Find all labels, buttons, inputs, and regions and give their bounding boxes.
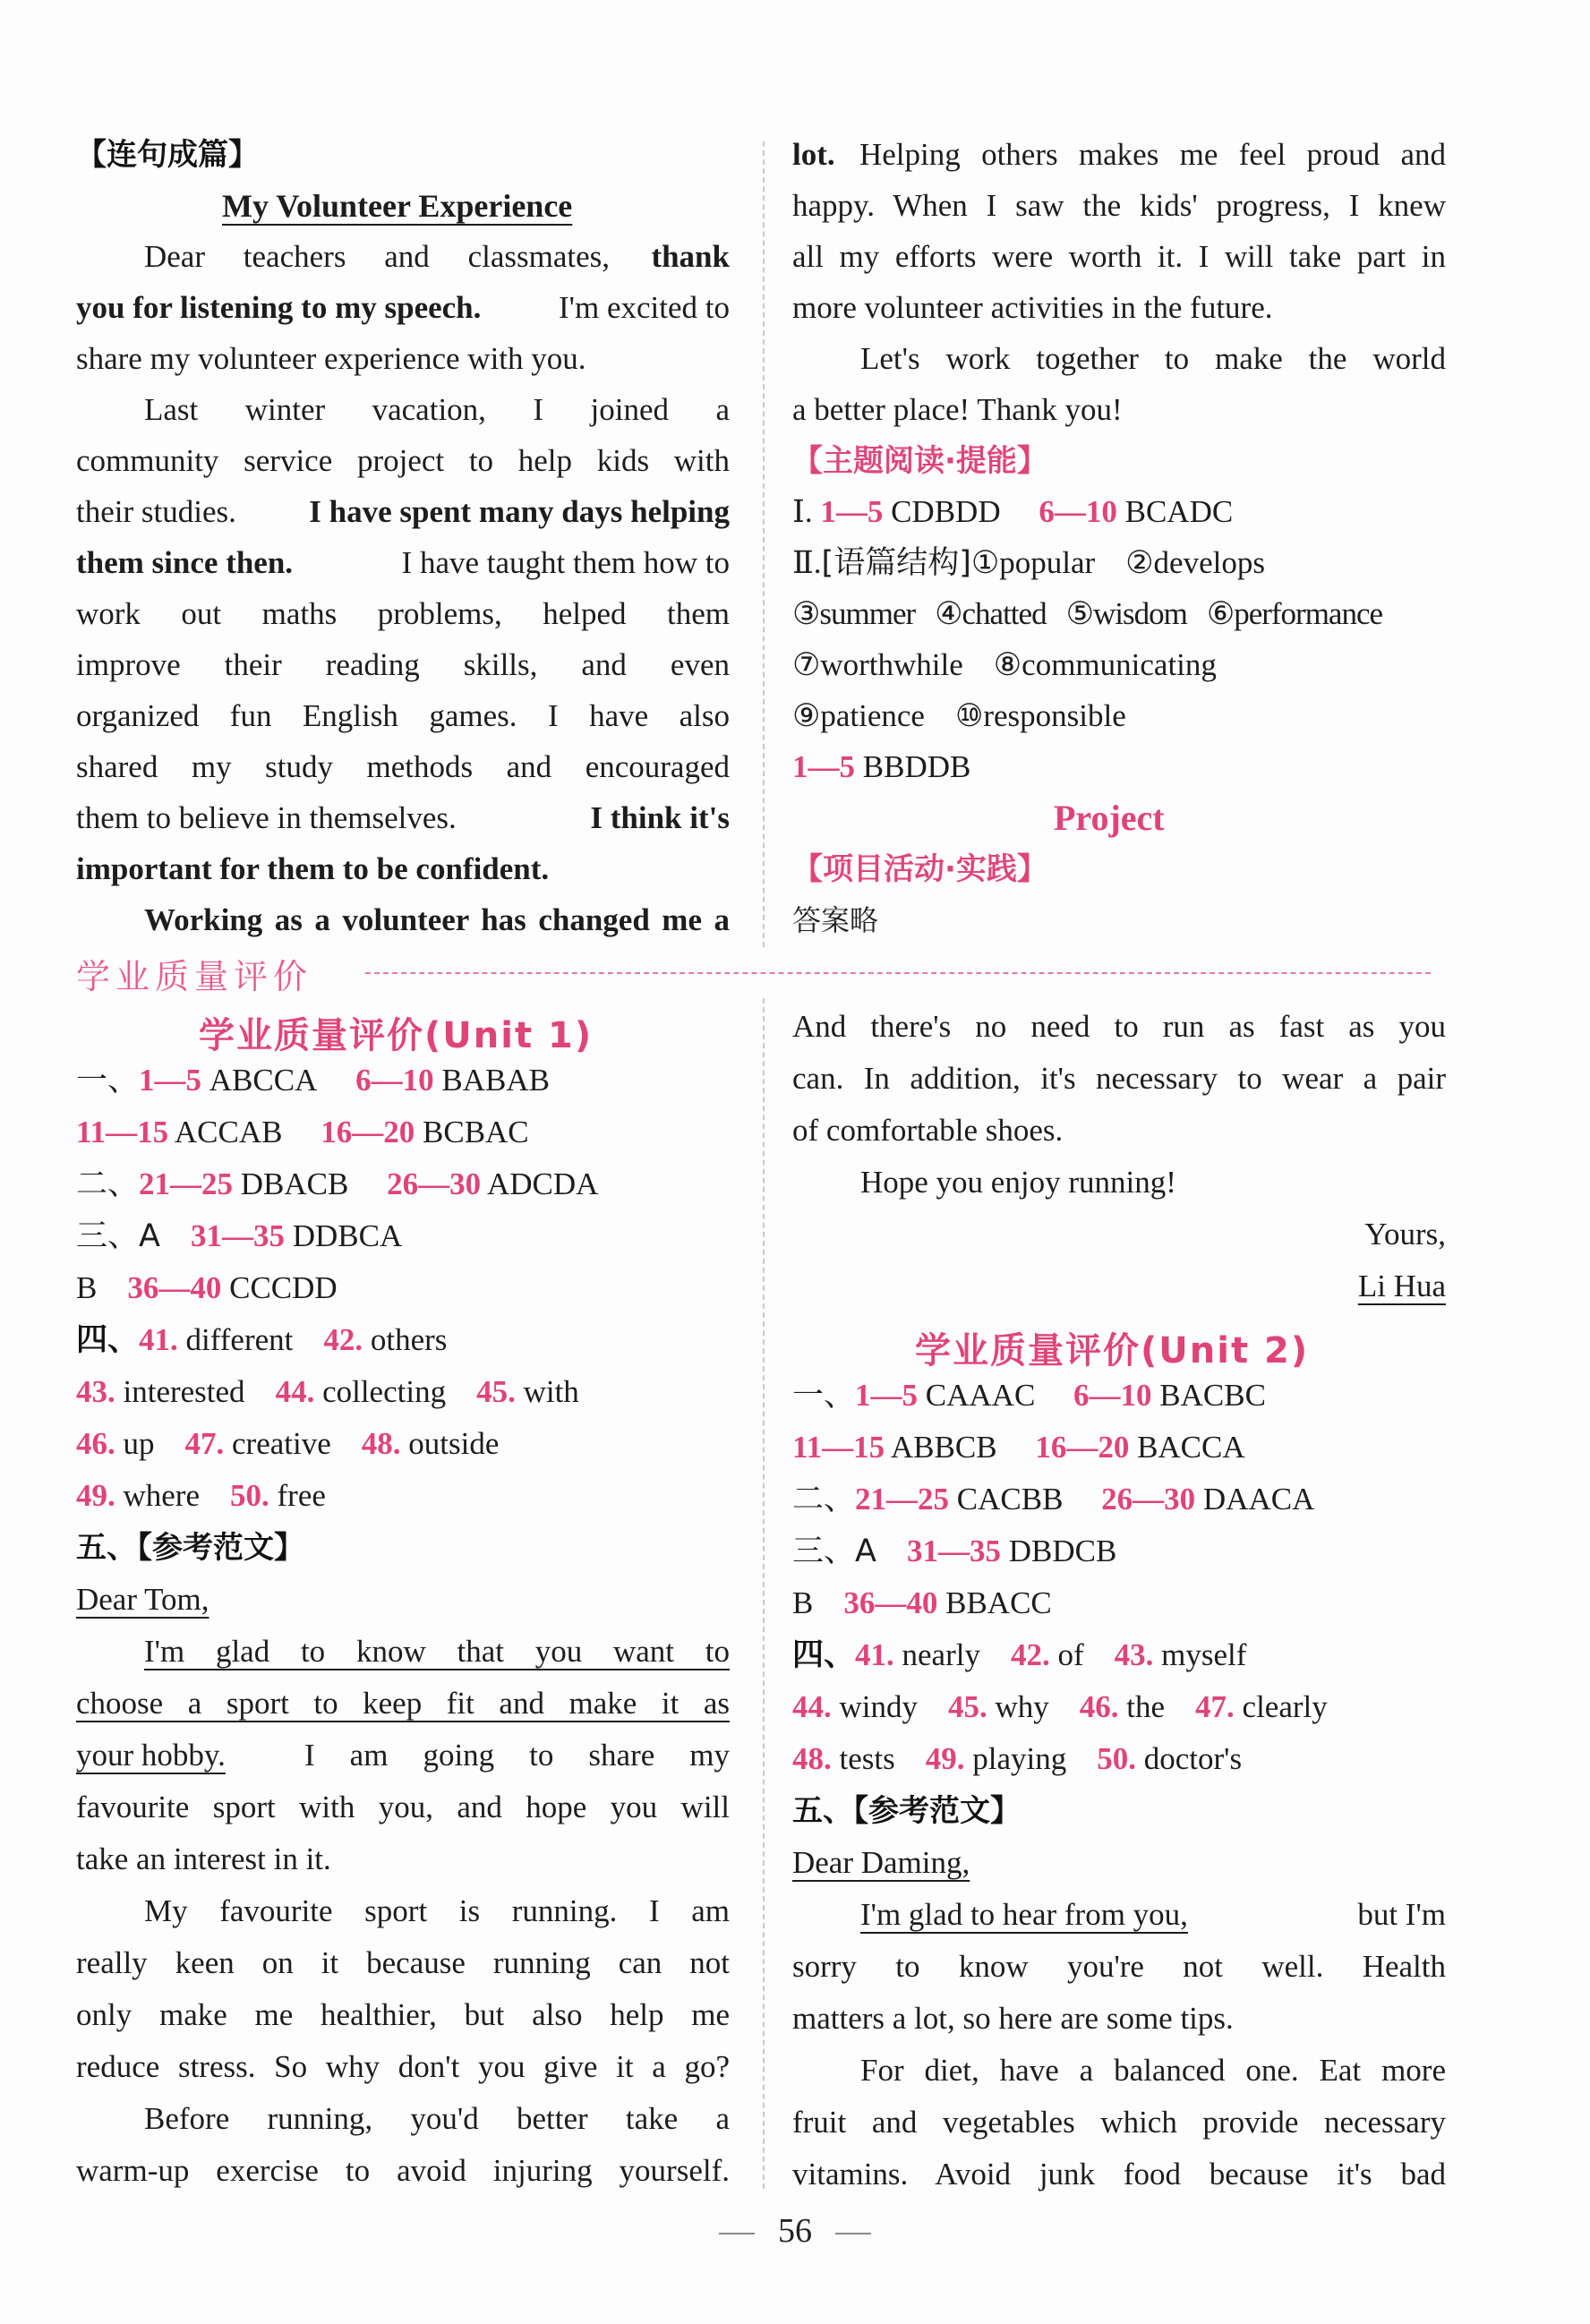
question-range: 6—10 [355,1063,434,1098]
question-range: 16—20 [321,1115,415,1149]
answer-row [76,1115,529,1150]
answer-word: ④chatted [935,596,1047,631]
footer-rule [719,2233,755,2234]
answer-letters: CDBDD [891,494,1001,529]
question-range: 36—40 [843,1585,938,1620]
top-right-column [792,134,1446,940]
answer-row [792,1430,1245,1465]
essay-line: Let's work together to make the world [860,341,1446,376]
answer-letters: DAACA [1202,1482,1315,1517]
answer-row [792,1741,1242,1777]
answer-row [792,1689,1328,1725]
answer-word: ⑤wisdom [1065,596,1187,631]
answer-word: ⑩responsible [954,698,1126,733]
answer-word: windy [839,1689,918,1724]
answer-letters: ABCCA [209,1063,318,1098]
question-number: 43. [1114,1637,1154,1672]
question-range: 6—10 [1039,494,1117,529]
answer-word: creative [232,1426,331,1461]
bold-span: I have spent many days helping [309,494,730,529]
essay-line [76,545,730,581]
question-number: 50. [230,1478,269,1513]
essay-line: important for them to be confident. [76,851,550,886]
answer-letters: BCBAC [423,1115,529,1149]
answer-word: playing [972,1741,1067,1776]
essay-line: a better place! Thank you! [792,392,1123,427]
answer-letters: BABAB [441,1063,550,1098]
question-range: 36—40 [127,1270,222,1305]
essay-line: choose a sport to keep fit and make it as [76,1686,730,1721]
question-number: 45. [476,1374,516,1409]
part-label: 四、 [792,1637,856,1673]
question-number: 50. [1097,1741,1136,1776]
text-span: Dear teachers and classmates, [144,239,610,274]
essay-line [76,800,730,836]
part-label: 三、A [76,1218,160,1254]
text-span: I'm excited to [559,290,730,325]
question-range: 21—25 [139,1166,234,1201]
part-label: 三、A [792,1534,876,1569]
answer-word: outside [408,1426,500,1461]
question-number: 49. [925,1741,965,1776]
answer-letters: BCADC [1124,494,1234,529]
answer-row [76,1426,499,1462]
essay-line: vitamins. Avoid junk food because it's bad [792,2157,1446,2192]
essay-line: Before running, you'd better take a [144,2101,730,2136]
column-divider-bottom [763,998,765,2189]
text-span: but I'm [1357,1897,1446,1932]
essay-line: all my efforts were worth it. I will take part in [792,239,1446,274]
answer-word: nearly [902,1637,980,1672]
essay-line: My favourite sport is running. I am [144,1893,730,1928]
answer-letters: CACBB [956,1482,1064,1517]
answer-row [792,647,1217,683]
question-number: 45. [948,1689,987,1724]
essay-line: more volunteer activities in the future. [792,290,1273,325]
answer-word: the [1126,1689,1166,1724]
project-title: Project [1054,798,1165,838]
answer-row [76,1270,338,1306]
answer-letters: BBACC [945,1585,1052,1620]
part-label: B [76,1270,98,1305]
question-range: 11—15 [76,1115,169,1149]
answer-word: with [523,1374,579,1409]
essay-line: fruit and vegetables which provide necessary [792,2105,1446,2140]
question-number: 49. [76,1478,115,1513]
answer-row [76,1166,598,1202]
answer-word: where [123,1478,201,1513]
bold-span: I think it's [590,800,730,835]
question-range: 6—10 [1073,1378,1152,1413]
answer-word: myself [1161,1637,1247,1672]
question-range: 16—20 [1035,1430,1130,1465]
part-label: 一、 [792,1378,856,1414]
unit2-column [792,998,1446,2198]
question-number: 44. [275,1374,315,1409]
essay-title: My Volunteer Experience [222,188,573,224]
answer-letters: ACCAB [174,1115,283,1149]
answer-row [76,1063,550,1098]
question-number: 41. [139,1322,178,1357]
roman-label: Ⅱ. [792,545,822,580]
bold-span: you for listening to my speech. [76,290,482,325]
question-range: 31—35 [190,1218,285,1253]
part-label: 一、 [76,1063,140,1098]
essay-signature: Li Hua [1357,1269,1446,1303]
essay-line: improve their reading skills, and even [76,647,730,682]
answer-word: up [123,1426,155,1461]
text-span: Helping others makes me feel proud and [859,137,1446,172]
answer-letters: DDBCA [292,1218,403,1253]
text-span: I am going to share my [304,1738,730,1773]
part-label: 四、 [76,1322,140,1358]
essay-line: share my volunteer experience with you. [76,341,586,376]
essay-greeting: Dear Daming, [792,1845,970,1880]
answer-row [792,1637,1246,1673]
essay-line: organized fun English games. I have also [76,698,730,733]
answer-row [76,1218,402,1254]
essay-line [76,1738,730,1773]
section-heading-sentences: 【连句成篇】 [76,137,259,173]
project-answer: 答案略 [792,903,879,937]
bold-span: lot. [792,137,835,172]
structure-tag: [语篇结构] [821,545,971,581]
section-heading-reading: 【主题阅读·提能】 [792,443,1047,479]
question-number: 48. [361,1426,401,1461]
part-label: 二、 [76,1166,140,1202]
answer-word: others [370,1322,448,1357]
essay-line [76,494,730,530]
essay-line: of comfortable shoes. [792,1113,1064,1148]
essay-line: And there's no need to run as fast as you [792,1009,1446,1044]
essay-line: reduce stress. So why don't you give it a go? [76,2049,730,2084]
answer-word: of [1057,1637,1084,1672]
answer-word: ⑧communicating [993,647,1217,682]
page-number: 56 [778,2212,812,2250]
part-label: 二、 [792,1482,856,1517]
answer-letters: BACCA [1137,1430,1245,1465]
underlined-span: your hobby. [76,1738,226,1773]
essay-line: really keen on it because running can not [76,1945,730,1980]
question-range: 1—5 [820,494,884,529]
question-number: 43. [76,1374,115,1409]
unit1-title: 学业质量评价(Unit 1) [199,1015,594,1056]
question-range: 21—25 [855,1482,950,1517]
answer-row [792,1378,1266,1414]
answer-row [792,1482,1314,1517]
unit1-column [76,998,730,2198]
essay-line: For diet, have a balanced one. Eat more [860,2053,1446,2088]
essay-line: can. In addition, it's necessary to wear a pair [792,1061,1446,1096]
answer-letters: BBDDB [862,749,971,784]
essay-line: only make me healthier, but also help me [76,1997,730,2032]
answer-word: collecting [322,1374,447,1409]
answer-letters: ABBCB [890,1430,997,1465]
answer-word: ⑦worthwhile [792,647,963,682]
question-range: 31—35 [906,1534,1001,1568]
underlined-span: I'm glad to hear from you, [860,1897,1188,1932]
answer-row [76,1374,579,1410]
question-number: 47. [1195,1689,1235,1724]
answer-row [76,1322,447,1358]
question-number: 41. [855,1637,894,1672]
answer-word: tests [839,1741,895,1776]
essay-line: community service project to help kids with [76,443,730,478]
answer-letters: DBDCB [1008,1534,1117,1568]
answer-row [792,545,1265,581]
question-number: 46. [1079,1689,1119,1724]
answer-row [792,749,970,785]
answer-letters: DBACB [240,1166,349,1201]
answer-row [792,1585,1052,1621]
question-range: 1—5 [855,1378,919,1413]
essay-greeting: Dear Tom, [76,1582,209,1617]
answer-letters: BACBC [1159,1378,1266,1413]
text-span: them to believe in themselves. [76,800,457,835]
essay-line [76,290,730,326]
essay-line [144,239,730,275]
answer-word: why [995,1689,1049,1724]
question-range: 11—15 [792,1430,885,1465]
answer-row [792,596,1382,632]
section-heading-project: 【项目活动·实践】 [792,851,1047,887]
question-number: 46. [76,1426,115,1461]
page-footer [0,2211,1590,2251]
question-number: 42. [323,1322,363,1357]
essay-line: warm-up exercise to avoid injuring yourself. [76,2153,730,2188]
question-number: 42. [1010,1637,1050,1672]
essay-line [792,137,1446,173]
footer-rule [835,2233,871,2234]
unit2-title: 学业质量评价(Unit 2) [915,1330,1310,1371]
bold-span: them since then. [76,545,294,580]
section-banner: 学业质量评价 [76,957,313,996]
answer-word: ⑥performance [1206,596,1383,631]
answer-letters: ADCDA [486,1166,599,1201]
question-range: 1—5 [139,1063,202,1098]
answer-word: ⑨patience [792,698,925,733]
essay-line [860,1897,1446,1933]
question-number: 48. [792,1741,832,1776]
question-range: 1—5 [792,749,855,784]
part-label: 五、【参考范文】 [792,1793,1021,1829]
essay-line: happy. When I saw the kids' progress, I knew [792,188,1446,223]
roman-label: Ⅰ. [792,494,813,529]
part-label: 五、【参考范文】 [76,1530,304,1566]
essay-line: favourite sport with you, and hope you will [76,1790,730,1824]
answer-word: different [185,1322,294,1357]
answer-word: ②develops [1125,545,1265,580]
answer-word: ③summer [792,596,916,631]
question-range: 26—30 [387,1166,482,1201]
essay-line: sorry to know you're not well. Health [792,1949,1446,1984]
essay-line: I'm glad to know that you want to [144,1634,730,1669]
top-left-column [76,134,730,940]
answer-row [792,698,1126,734]
answer-word: interested [123,1374,245,1409]
question-number: 44. [792,1689,832,1724]
bold-span: thank [651,239,730,274]
answer-word: clearly [1242,1689,1328,1724]
essay-line: take an interest in it. [76,1841,331,1876]
part-label: B [792,1585,814,1620]
answer-row [76,1478,326,1514]
essay-line: matters a lot, so here are some tips. [792,2001,1234,2036]
column-divider-top [763,141,765,947]
answer-word: free [277,1478,326,1513]
essay-line: Working as a volunteer has changed me a [144,902,730,937]
question-range: 26—30 [1101,1482,1196,1517]
answer-word: doctor's [1143,1741,1243,1776]
answer-row [792,1534,1116,1569]
text-span: their studies. [76,494,236,529]
answer-row [792,494,1233,530]
essay-line: Hope you enjoy running! [860,1165,1176,1200]
answer-letters: CCCDD [229,1270,338,1305]
answer-word: ①popular [970,545,1096,580]
answer-letters: CAAAC [925,1378,1036,1413]
banner-dashed-rule [365,972,1431,974]
essay-signoff: Yours, [1364,1217,1446,1252]
question-number: 47. [184,1426,225,1461]
essay-line: work out maths problems, helped them [76,596,730,631]
essay-line: shared my study methods and encouraged [76,749,730,784]
text-span: I have taught them how to [401,545,730,580]
essay-line: Last winter vacation, I joined a [144,392,730,427]
